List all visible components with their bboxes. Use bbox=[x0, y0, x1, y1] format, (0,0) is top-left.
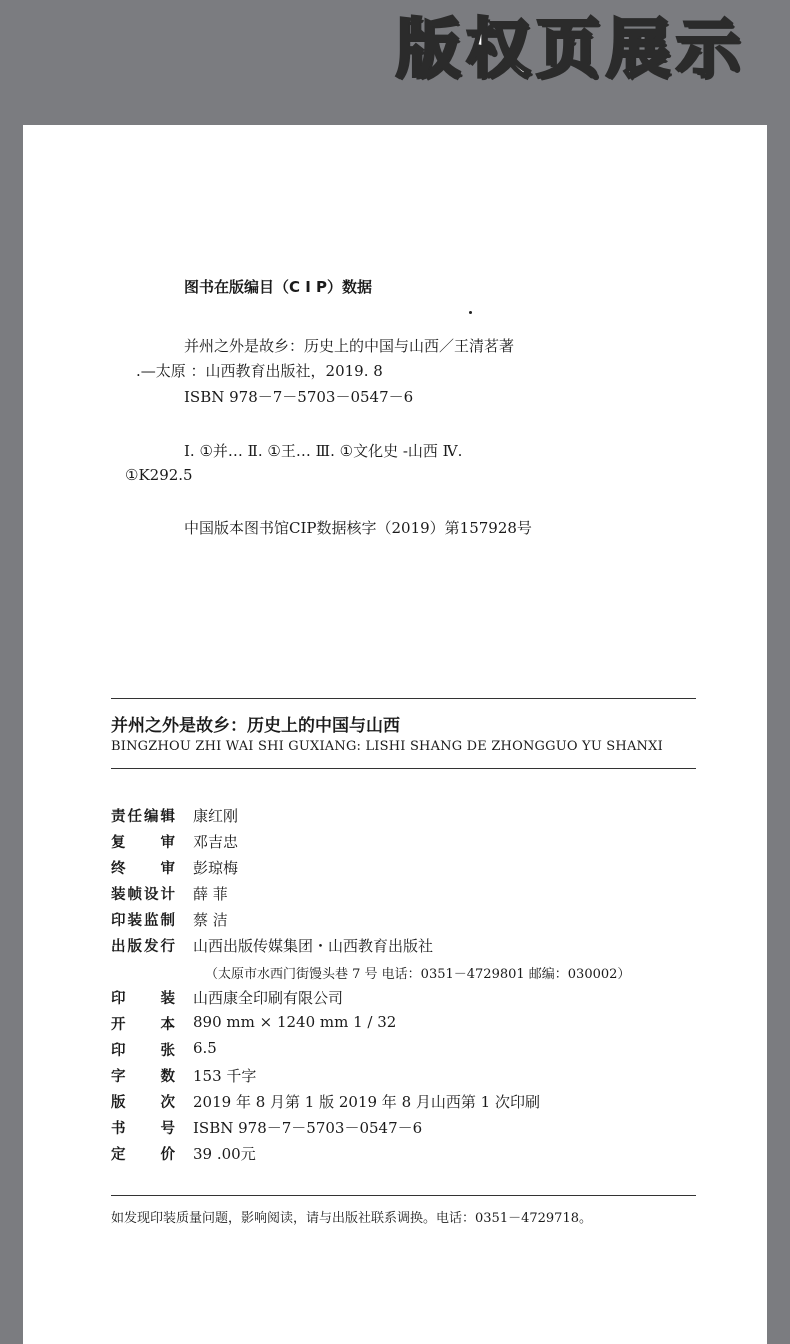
credit-label bbox=[111, 1065, 175, 1086]
credit-label-char: 责 bbox=[111, 809, 126, 825]
credit-label-char: 数 bbox=[160, 1069, 175, 1085]
credit-label-char: 版 bbox=[111, 1095, 126, 1111]
credit-label-char: 行 bbox=[160, 939, 175, 955]
credit-label-char: 设 bbox=[144, 887, 159, 903]
credit-label-char: 价 bbox=[160, 1147, 175, 1163]
credit-value: 2019 年 8 月第 1 版 2019 年 8 月山西第 1 次印刷 bbox=[193, 1093, 540, 1111]
book-title-pinyin: BINGZHOU ZHI WAI SHI GUXIANG: LISHI SHANG DE ZHONGGUO YU SHANXI bbox=[111, 739, 663, 754]
credit-label bbox=[111, 935, 175, 956]
credit-label-char: 任 bbox=[127, 809, 142, 825]
credit-label-char: 装 bbox=[127, 913, 142, 929]
credit-label-char: 装 bbox=[160, 991, 175, 1007]
credit-label bbox=[111, 987, 175, 1008]
publisher-address: （太原市水西门街馒头巷 7 号 电话：0351－4729801 邮编：030002） bbox=[205, 967, 631, 982]
cip-heading: 图书在版编目（C I P）数据 bbox=[184, 278, 373, 296]
ink-dot bbox=[469, 311, 472, 314]
credit-label-char: 审 bbox=[160, 861, 175, 877]
credit-value: 890 mm × 1240 mm 1 / 32 bbox=[193, 1013, 397, 1031]
cip-line-record: 中国版本图书馆CIP数据核字（2019）第157928号 bbox=[184, 519, 532, 537]
credit-label bbox=[111, 831, 175, 852]
credit-value: 邓吉忠 bbox=[193, 833, 239, 851]
credit-label-char: 次 bbox=[160, 1095, 175, 1111]
cip-line-isbn: ISBN 978－7－5703－0547－6 bbox=[184, 388, 414, 406]
cip-line-title: 并州之外是故乡：历史上的中国与山西／王清茗著 bbox=[184, 337, 515, 355]
credit-value: 山西康全印刷有限公司 bbox=[193, 989, 344, 1007]
credit-label bbox=[111, 1117, 175, 1138]
cip-line-subjects: Ⅰ. ①并… Ⅱ. ①王… Ⅲ. ①文化史 -山西 Ⅳ. bbox=[184, 442, 463, 460]
credit-value: 蔡 洁 bbox=[193, 911, 228, 929]
credit-label-char: 发 bbox=[144, 939, 159, 955]
credit-label-char: 出 bbox=[111, 939, 126, 955]
credit-label bbox=[111, 1091, 175, 1112]
credit-label bbox=[111, 805, 175, 826]
credit-label-char: 装 bbox=[111, 887, 126, 903]
credit-label-char: 开 bbox=[111, 1017, 126, 1033]
credit-label-char: 印 bbox=[111, 991, 126, 1007]
divider-bottom bbox=[111, 1195, 696, 1196]
credit-label-char: 号 bbox=[160, 1121, 175, 1137]
credit-label-char: 张 bbox=[160, 1043, 175, 1059]
credit-value: 6.5 bbox=[193, 1039, 217, 1057]
cip-line-classification: ①K292.5 bbox=[125, 466, 193, 484]
credit-label bbox=[111, 857, 175, 878]
credit-label bbox=[111, 883, 175, 904]
credit-label-char: 帧 bbox=[127, 887, 142, 903]
divider-middle bbox=[111, 768, 696, 769]
footer-note: 如发现印装质量问题，影响阅读，请与出版社联系调换。电话：0351－4729718。 bbox=[111, 1211, 592, 1226]
credit-value: 薛 菲 bbox=[193, 885, 228, 903]
credit-label bbox=[111, 1143, 175, 1164]
credit-label-char: 审 bbox=[160, 835, 175, 851]
credit-label-char: 书 bbox=[111, 1121, 126, 1137]
credit-value: 153 千字 bbox=[193, 1067, 257, 1085]
credit-label-char: 本 bbox=[160, 1017, 175, 1033]
credit-label bbox=[111, 909, 175, 930]
credit-label-char: 辑 bbox=[160, 809, 175, 825]
credit-label bbox=[111, 1013, 175, 1034]
credit-label-char: 监 bbox=[144, 913, 159, 929]
credit-value: 康红刚 bbox=[193, 807, 239, 825]
credit-label-char: 版 bbox=[127, 939, 142, 955]
credit-label-char: 制 bbox=[160, 913, 175, 929]
credit-label-char: 印 bbox=[111, 913, 126, 929]
credit-label-char: 编 bbox=[144, 809, 159, 825]
credit-value: 彭琼梅 bbox=[193, 859, 239, 877]
copyright-page bbox=[23, 125, 767, 1344]
credit-value: 39 .00元 bbox=[193, 1145, 256, 1163]
credit-label-char: 字 bbox=[111, 1069, 126, 1085]
credit-value: ISBN 978－7－5703－0547－6 bbox=[193, 1119, 423, 1137]
credit-value: 山西出版传媒集团・山西教育出版社 bbox=[193, 937, 434, 955]
credit-label-char: 印 bbox=[111, 1043, 126, 1059]
credit-label-char: 终 bbox=[111, 861, 126, 877]
banner-title: 版权页展示 bbox=[396, 13, 746, 87]
credit-label-char: 复 bbox=[111, 835, 126, 851]
credit-label bbox=[111, 1039, 175, 1060]
credit-label-char: 定 bbox=[111, 1147, 126, 1163]
divider-top bbox=[111, 698, 696, 699]
credit-label-char: 计 bbox=[160, 887, 175, 903]
cip-line-publisher: .—太原 ：山西教育出版社，2019. 8 bbox=[136, 362, 383, 380]
book-title: 并州之外是故乡：历史上的中国与山西 bbox=[111, 716, 400, 736]
